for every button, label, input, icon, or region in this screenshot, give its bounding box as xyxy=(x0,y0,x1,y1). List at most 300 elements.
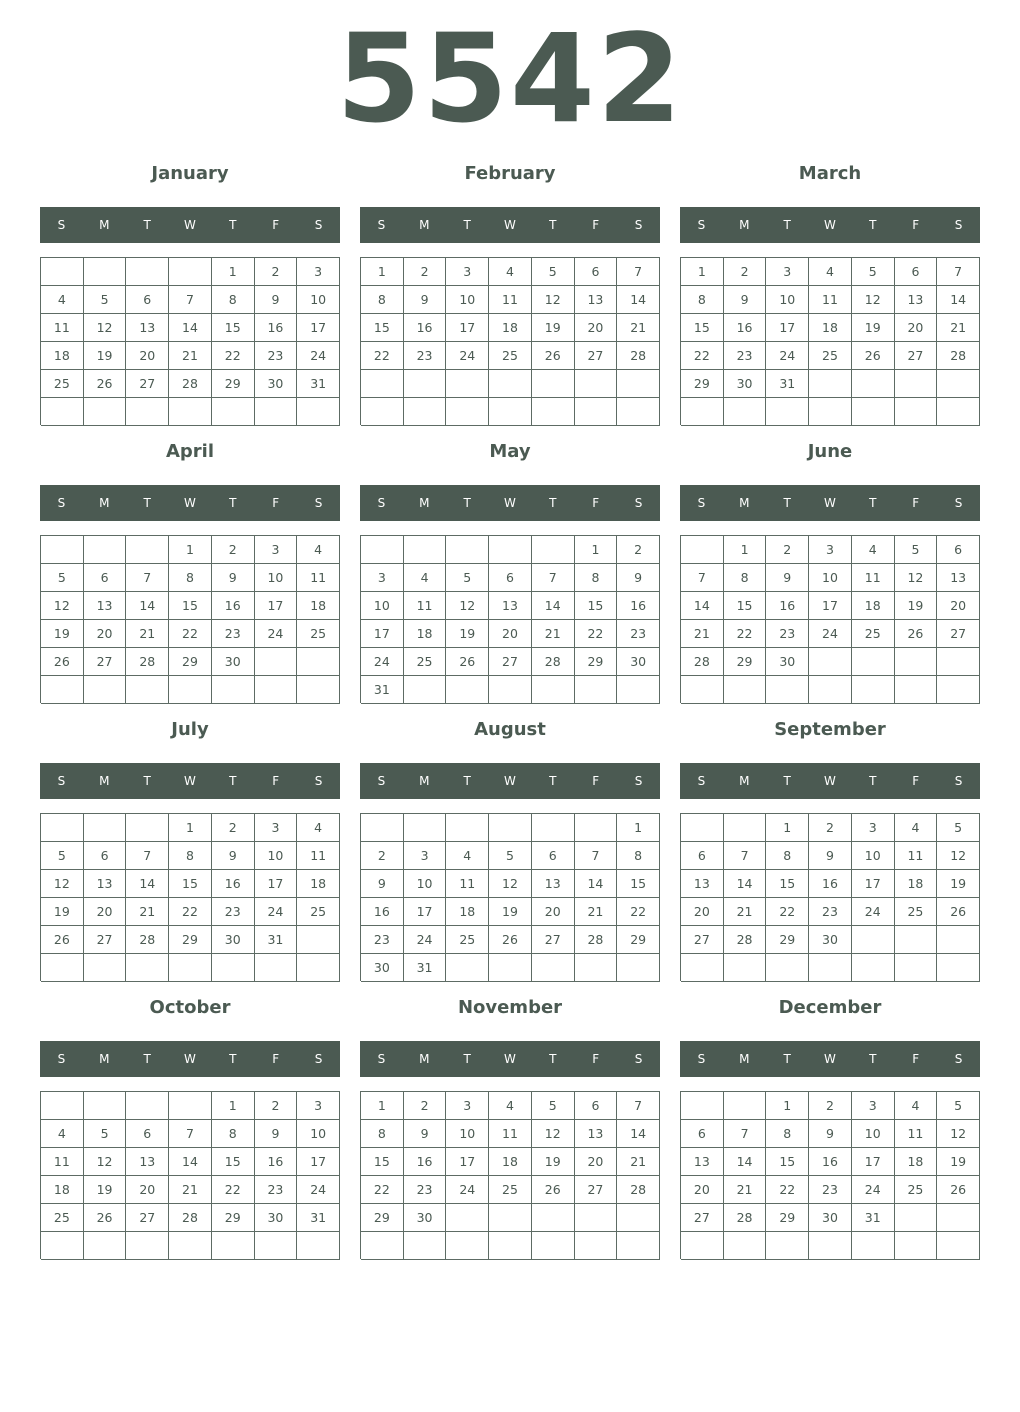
day-cell: 10 xyxy=(446,286,489,314)
day-cell: 3 xyxy=(255,814,298,842)
empty-day-cell xyxy=(575,1232,618,1260)
day-cell: 11 xyxy=(809,286,852,314)
day-cell: 13 xyxy=(532,870,575,898)
day-cell: 1 xyxy=(766,814,809,842)
day-cell: 24 xyxy=(766,342,809,370)
day-cell: 23 xyxy=(404,1176,447,1204)
day-cell: 18 xyxy=(852,592,895,620)
day-cell: 11 xyxy=(41,314,84,342)
empty-day-cell xyxy=(766,676,809,704)
day-cell: 28 xyxy=(724,926,767,954)
day-cell: 2 xyxy=(255,258,298,286)
weekday-label: W xyxy=(824,774,836,788)
day-cell: 25 xyxy=(852,620,895,648)
day-cell: 13 xyxy=(84,870,127,898)
empty-day-cell xyxy=(446,814,489,842)
day-cell: 26 xyxy=(937,1176,980,1204)
day-cell: 10 xyxy=(297,286,340,314)
day-cell: 22 xyxy=(681,342,724,370)
empty-day-cell xyxy=(532,954,575,982)
day-cell: 21 xyxy=(724,898,767,926)
day-cell: 10 xyxy=(446,1120,489,1148)
day-cell: 18 xyxy=(41,1176,84,1204)
empty-day-cell xyxy=(617,1204,660,1232)
weekday-label: T xyxy=(143,1052,151,1066)
day-cell: 19 xyxy=(489,898,532,926)
weekday-label: S xyxy=(377,774,386,788)
day-cell: 25 xyxy=(41,370,84,398)
day-cell: 7 xyxy=(937,258,980,286)
day-cell: 1 xyxy=(681,258,724,286)
day-cell: 20 xyxy=(681,898,724,926)
day-cell: 6 xyxy=(895,258,938,286)
day-grid xyxy=(680,1091,980,1259)
day-cell: 5 xyxy=(489,842,532,870)
day-cell: 18 xyxy=(404,620,447,648)
empty-day-cell xyxy=(724,676,767,704)
day-cell: 8 xyxy=(169,842,212,870)
empty-day-cell xyxy=(297,676,340,704)
day-cell: 4 xyxy=(852,536,895,564)
day-cell: 3 xyxy=(852,1092,895,1120)
day-cell: 31 xyxy=(766,370,809,398)
day-cell: 2 xyxy=(404,1092,447,1120)
empty-day-cell xyxy=(212,1232,255,1260)
day-cell: 13 xyxy=(681,1148,724,1176)
empty-day-cell xyxy=(84,1232,127,1260)
day-cell: 11 xyxy=(895,842,938,870)
day-cell: 26 xyxy=(446,648,489,676)
day-cell: 30 xyxy=(724,370,767,398)
empty-day-cell xyxy=(169,954,212,982)
day-cell: 19 xyxy=(895,592,938,620)
day-cell: 30 xyxy=(361,954,404,982)
weekday-label: T xyxy=(229,1052,237,1066)
day-cell: 26 xyxy=(895,620,938,648)
weekday-header xyxy=(360,1041,660,1077)
weekday-label: T xyxy=(549,496,557,510)
weekday-header xyxy=(40,485,340,521)
weekday-label: M xyxy=(419,218,430,232)
weekday-label: W xyxy=(504,774,516,788)
month-name: September xyxy=(774,719,886,740)
day-cell: 16 xyxy=(255,314,298,342)
day-cell: 14 xyxy=(575,870,618,898)
day-cell: 22 xyxy=(617,898,660,926)
day-cell: 25 xyxy=(895,1176,938,1204)
day-cell: 23 xyxy=(212,898,255,926)
empty-day-cell xyxy=(84,536,127,564)
day-cell: 23 xyxy=(809,1176,852,1204)
weekday-label: T xyxy=(549,774,557,788)
day-grid xyxy=(40,813,340,981)
empty-day-cell xyxy=(766,954,809,982)
day-cell: 19 xyxy=(532,314,575,342)
day-cell: 30 xyxy=(809,926,852,954)
day-cell: 5 xyxy=(937,1092,980,1120)
empty-day-cell xyxy=(617,954,660,982)
day-cell: 9 xyxy=(255,286,298,314)
empty-day-cell xyxy=(895,954,938,982)
weekday-label: T xyxy=(143,774,151,788)
day-cell: 7 xyxy=(681,564,724,592)
weekday-label: W xyxy=(504,218,516,232)
day-cell: 31 xyxy=(852,1204,895,1232)
empty-day-cell xyxy=(297,648,340,676)
day-cell: 20 xyxy=(895,314,938,342)
day-grid xyxy=(40,1091,340,1259)
day-cell: 8 xyxy=(766,1120,809,1148)
empty-day-cell xyxy=(489,1232,532,1260)
day-cell: 28 xyxy=(937,342,980,370)
day-cell: 19 xyxy=(84,1176,127,1204)
day-cell: 15 xyxy=(361,1148,404,1176)
day-cell: 7 xyxy=(724,1120,767,1148)
empty-day-cell xyxy=(126,814,169,842)
day-cell: 5 xyxy=(895,536,938,564)
day-cell: 12 xyxy=(84,1148,127,1176)
day-cell: 28 xyxy=(126,926,169,954)
day-cell: 21 xyxy=(617,314,660,342)
day-cell: 31 xyxy=(297,370,340,398)
empty-day-cell xyxy=(532,1232,575,1260)
weekday-label: M xyxy=(739,496,750,510)
day-cell: 4 xyxy=(895,1092,938,1120)
empty-day-cell xyxy=(575,370,618,398)
day-cell: 14 xyxy=(126,870,169,898)
day-cell: 30 xyxy=(255,1204,298,1232)
day-cell: 1 xyxy=(361,258,404,286)
day-cell: 6 xyxy=(937,536,980,564)
empty-day-cell xyxy=(809,1232,852,1260)
empty-day-cell xyxy=(212,676,255,704)
empty-day-cell xyxy=(361,536,404,564)
empty-day-cell xyxy=(895,1204,938,1232)
day-cell: 29 xyxy=(169,926,212,954)
weekday-label: W xyxy=(184,496,196,510)
empty-day-cell xyxy=(84,398,127,426)
day-cell: 3 xyxy=(297,1092,340,1120)
empty-day-cell xyxy=(212,398,255,426)
weekday-header xyxy=(40,763,340,799)
weekday-header xyxy=(360,207,660,243)
weekday-header xyxy=(680,1041,980,1077)
day-cell: 14 xyxy=(937,286,980,314)
empty-day-cell xyxy=(809,676,852,704)
day-cell: 5 xyxy=(84,286,127,314)
day-cell: 10 xyxy=(404,870,447,898)
day-cell: 7 xyxy=(126,564,169,592)
day-cell: 12 xyxy=(937,842,980,870)
empty-day-cell xyxy=(895,370,938,398)
month-name: December xyxy=(778,997,882,1018)
empty-day-cell xyxy=(489,370,532,398)
day-cell: 16 xyxy=(724,314,767,342)
day-cell: 9 xyxy=(766,564,809,592)
empty-day-cell xyxy=(126,536,169,564)
day-cell: 5 xyxy=(532,258,575,286)
empty-day-cell xyxy=(297,398,340,426)
day-cell: 4 xyxy=(297,536,340,564)
day-cell: 18 xyxy=(489,314,532,342)
weekday-label: W xyxy=(184,774,196,788)
day-cell: 4 xyxy=(489,1092,532,1120)
empty-day-cell xyxy=(809,648,852,676)
day-cell: 14 xyxy=(532,592,575,620)
empty-day-cell xyxy=(489,1204,532,1232)
day-cell: 11 xyxy=(297,564,340,592)
weekday-label: T xyxy=(869,218,877,232)
day-cell: 25 xyxy=(297,620,340,648)
day-cell: 27 xyxy=(575,342,618,370)
empty-day-cell xyxy=(404,676,447,704)
day-cell: 23 xyxy=(809,898,852,926)
empty-day-cell xyxy=(361,370,404,398)
empty-day-cell xyxy=(41,258,84,286)
day-cell: 14 xyxy=(169,314,212,342)
day-cell: 12 xyxy=(41,870,84,898)
day-cell: 19 xyxy=(41,620,84,648)
day-cell: 6 xyxy=(489,564,532,592)
day-cell: 19 xyxy=(532,1148,575,1176)
day-cell: 22 xyxy=(724,620,767,648)
day-cell: 30 xyxy=(404,1204,447,1232)
weekday-label: W xyxy=(824,496,836,510)
day-cell: 7 xyxy=(532,564,575,592)
day-cell: 7 xyxy=(617,1092,660,1120)
weekday-label: F xyxy=(912,774,920,788)
empty-day-cell xyxy=(809,954,852,982)
weekday-label: S xyxy=(57,218,66,232)
day-cell: 9 xyxy=(617,564,660,592)
day-cell: 17 xyxy=(297,1148,340,1176)
empty-day-cell xyxy=(617,1232,660,1260)
weekday-label: F xyxy=(592,496,600,510)
day-cell: 27 xyxy=(126,370,169,398)
weekday-label: T xyxy=(869,774,877,788)
day-cell: 7 xyxy=(169,286,212,314)
weekday-label: M xyxy=(739,774,750,788)
weekday-label: S xyxy=(634,774,643,788)
empty-day-cell xyxy=(446,370,489,398)
empty-day-cell xyxy=(575,954,618,982)
day-cell: 16 xyxy=(617,592,660,620)
day-cell: 13 xyxy=(575,286,618,314)
empty-day-cell xyxy=(852,954,895,982)
month-september xyxy=(680,706,980,984)
day-cell: 26 xyxy=(532,1176,575,1204)
day-cell: 13 xyxy=(937,564,980,592)
day-cell: 20 xyxy=(126,1176,169,1204)
day-cell: 4 xyxy=(404,564,447,592)
day-cell: 29 xyxy=(361,1204,404,1232)
day-cell: 23 xyxy=(255,342,298,370)
day-cell: 16 xyxy=(361,898,404,926)
day-cell: 21 xyxy=(617,1148,660,1176)
day-cell: 15 xyxy=(212,314,255,342)
weekday-label: S xyxy=(314,774,323,788)
day-cell: 30 xyxy=(809,1204,852,1232)
day-cell: 2 xyxy=(766,536,809,564)
day-cell: 8 xyxy=(681,286,724,314)
day-cell: 15 xyxy=(575,592,618,620)
empty-day-cell xyxy=(895,398,938,426)
day-cell: 7 xyxy=(169,1120,212,1148)
empty-day-cell xyxy=(937,954,980,982)
empty-day-cell xyxy=(169,1232,212,1260)
day-cell: 30 xyxy=(212,926,255,954)
weekday-label: F xyxy=(272,1052,280,1066)
day-cell: 18 xyxy=(446,898,489,926)
day-cell: 18 xyxy=(809,314,852,342)
empty-day-cell xyxy=(937,370,980,398)
day-cell: 3 xyxy=(255,536,298,564)
empty-day-cell xyxy=(361,814,404,842)
day-cell: 8 xyxy=(212,286,255,314)
empty-day-cell xyxy=(489,536,532,564)
day-cell: 27 xyxy=(532,926,575,954)
empty-day-cell xyxy=(169,398,212,426)
empty-day-cell xyxy=(84,1092,127,1120)
empty-day-cell xyxy=(41,536,84,564)
day-cell: 23 xyxy=(766,620,809,648)
empty-day-cell xyxy=(404,370,447,398)
month-may xyxy=(360,428,660,706)
day-cell: 12 xyxy=(446,592,489,620)
empty-day-cell xyxy=(852,676,895,704)
month-name: March xyxy=(798,163,862,184)
weekday-label: T xyxy=(143,496,151,510)
day-cell: 12 xyxy=(489,870,532,898)
day-cell: 8 xyxy=(617,842,660,870)
empty-day-cell xyxy=(766,1232,809,1260)
day-cell: 16 xyxy=(255,1148,298,1176)
day-cell: 27 xyxy=(84,648,127,676)
day-grid xyxy=(360,257,660,425)
day-cell: 6 xyxy=(84,564,127,592)
empty-day-cell xyxy=(575,1204,618,1232)
day-cell: 29 xyxy=(681,370,724,398)
empty-day-cell xyxy=(681,1232,724,1260)
day-cell: 15 xyxy=(681,314,724,342)
empty-day-cell xyxy=(681,814,724,842)
day-cell: 29 xyxy=(766,1204,809,1232)
day-cell: 26 xyxy=(41,648,84,676)
day-cell: 27 xyxy=(575,1176,618,1204)
day-cell: 1 xyxy=(169,536,212,564)
day-cell: 19 xyxy=(852,314,895,342)
day-cell: 14 xyxy=(617,286,660,314)
empty-day-cell xyxy=(575,814,618,842)
day-cell: 28 xyxy=(126,648,169,676)
day-cell: 23 xyxy=(361,926,404,954)
day-cell: 11 xyxy=(41,1148,84,1176)
empty-day-cell xyxy=(575,676,618,704)
day-cell: 13 xyxy=(126,1148,169,1176)
weekday-label: S xyxy=(377,1052,386,1066)
empty-day-cell xyxy=(489,814,532,842)
weekday-label: M xyxy=(99,496,110,510)
empty-day-cell xyxy=(532,1204,575,1232)
weekday-label: S xyxy=(57,774,66,788)
day-cell: 5 xyxy=(41,842,84,870)
day-cell: 29 xyxy=(575,648,618,676)
day-cell: 26 xyxy=(84,1204,127,1232)
day-cell: 21 xyxy=(724,1176,767,1204)
weekday-label: S xyxy=(377,496,386,510)
day-cell: 6 xyxy=(575,1092,618,1120)
day-cell: 28 xyxy=(724,1204,767,1232)
day-cell: 5 xyxy=(84,1120,127,1148)
weekday-label: S xyxy=(314,496,323,510)
day-cell: 30 xyxy=(212,648,255,676)
day-cell: 11 xyxy=(297,842,340,870)
day-cell: 10 xyxy=(852,842,895,870)
weekday-header xyxy=(360,485,660,521)
weekday-label: T xyxy=(869,1052,877,1066)
weekday-label: T xyxy=(229,496,237,510)
weekday-label: F xyxy=(592,774,600,788)
day-cell: 25 xyxy=(41,1204,84,1232)
day-cell: 14 xyxy=(681,592,724,620)
day-cell: 10 xyxy=(809,564,852,592)
day-cell: 24 xyxy=(361,648,404,676)
weekday-header xyxy=(680,207,980,243)
day-cell: 30 xyxy=(617,648,660,676)
day-cell: 22 xyxy=(361,1176,404,1204)
day-cell: 24 xyxy=(446,1176,489,1204)
day-cell: 19 xyxy=(84,342,127,370)
day-cell: 30 xyxy=(255,370,298,398)
empty-day-cell xyxy=(937,648,980,676)
day-cell: 28 xyxy=(169,1204,212,1232)
empty-day-cell xyxy=(84,954,127,982)
day-cell: 6 xyxy=(681,842,724,870)
day-cell: 15 xyxy=(766,870,809,898)
day-cell: 2 xyxy=(404,258,447,286)
empty-day-cell xyxy=(446,398,489,426)
day-cell: 3 xyxy=(809,536,852,564)
month-july xyxy=(40,706,340,984)
empty-day-cell xyxy=(532,676,575,704)
day-cell: 17 xyxy=(446,1148,489,1176)
day-cell: 14 xyxy=(617,1120,660,1148)
day-cell: 11 xyxy=(895,1120,938,1148)
day-cell: 16 xyxy=(212,592,255,620)
weekday-label: S xyxy=(954,218,963,232)
empty-day-cell xyxy=(41,1092,84,1120)
empty-day-cell xyxy=(212,954,255,982)
day-cell: 10 xyxy=(766,286,809,314)
day-cell: 26 xyxy=(84,370,127,398)
day-cell: 5 xyxy=(532,1092,575,1120)
day-cell: 14 xyxy=(724,870,767,898)
empty-day-cell xyxy=(255,398,298,426)
day-cell: 7 xyxy=(724,842,767,870)
day-cell: 4 xyxy=(41,1120,84,1148)
day-cell: 10 xyxy=(297,1120,340,1148)
empty-day-cell xyxy=(297,954,340,982)
weekday-label: W xyxy=(184,218,196,232)
weekday-label: S xyxy=(634,1052,643,1066)
weekday-label: T xyxy=(463,496,471,510)
day-cell: 29 xyxy=(212,370,255,398)
weekday-label: S xyxy=(697,496,706,510)
empty-day-cell xyxy=(617,676,660,704)
empty-day-cell xyxy=(852,398,895,426)
day-cell: 1 xyxy=(766,1092,809,1120)
day-cell: 9 xyxy=(212,564,255,592)
